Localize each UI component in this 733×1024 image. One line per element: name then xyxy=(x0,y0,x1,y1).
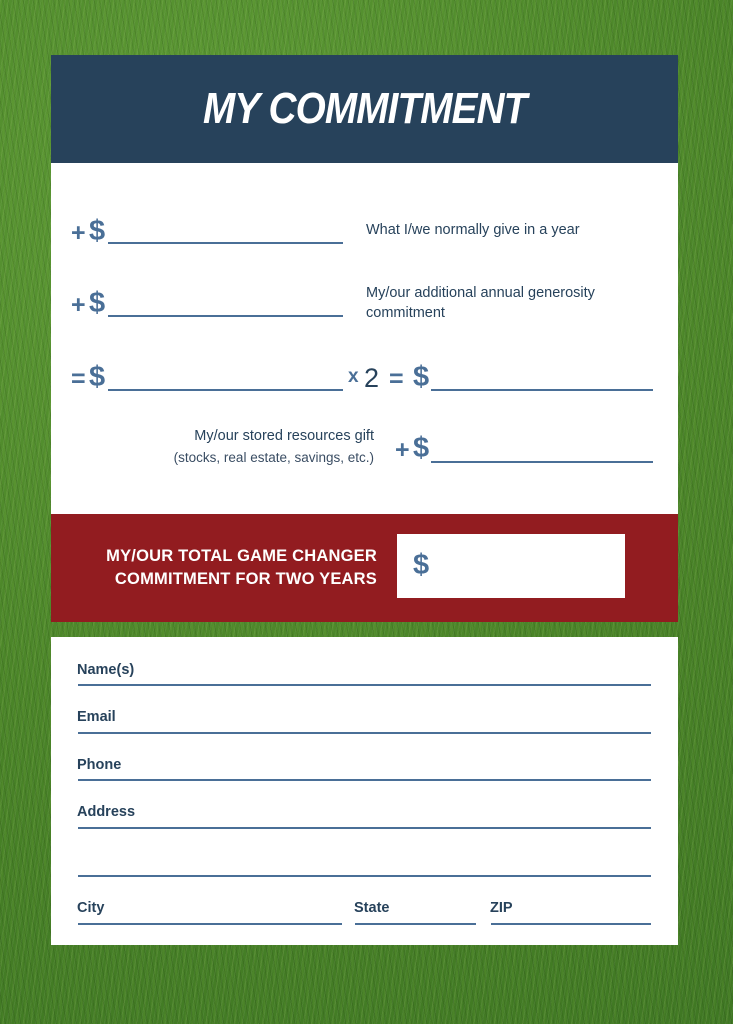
state-label: State xyxy=(354,900,390,916)
dollar-sign: $ xyxy=(413,432,430,464)
stored-gift-title: My/our stored resources gift xyxy=(194,428,374,444)
address-line2-field[interactable] xyxy=(78,875,651,877)
total-commitment-band xyxy=(51,514,678,622)
total-commitment-input[interactable] xyxy=(397,534,625,598)
stored-gift-label xyxy=(134,426,374,468)
zip-label: ZIP xyxy=(490,900,513,916)
dollar-sign: $ xyxy=(89,215,106,247)
plus-sign: + xyxy=(71,291,86,319)
dollar-sign: $ xyxy=(89,287,106,319)
stored-gift-input[interactable] xyxy=(431,461,653,463)
email-field[interactable] xyxy=(78,732,651,734)
multiplier-value: 2 xyxy=(364,363,380,393)
address-label: Address xyxy=(77,804,136,820)
total-label-line2: COMMITMENT FOR TWO YEARS xyxy=(114,570,377,588)
annual-giving-label: What I/we normally give in a year xyxy=(366,222,580,238)
additional-commitment-line1: My/our additional annual generosity xyxy=(366,285,595,301)
annual-total-input[interactable] xyxy=(108,389,343,391)
additional-commitment-label xyxy=(366,283,595,323)
plus-sign: + xyxy=(395,436,410,464)
total-commitment-label xyxy=(51,545,377,591)
phone-label: Phone xyxy=(77,757,122,773)
additional-commitment-line2: commitment xyxy=(366,305,445,321)
state-field[interactable] xyxy=(355,923,476,925)
commitment-card xyxy=(51,55,678,514)
zip-field[interactable] xyxy=(491,923,651,925)
phone-field[interactable] xyxy=(78,779,651,781)
plus-sign: + xyxy=(71,219,86,247)
dollar-sign: $ xyxy=(89,361,106,393)
additional-commitment-input[interactable] xyxy=(108,315,343,317)
equals-sign: = xyxy=(389,365,404,393)
city-label: City xyxy=(77,900,105,916)
stored-gift-examples: (stocks, real estate, savings, etc.) xyxy=(173,450,374,465)
name-field[interactable] xyxy=(78,684,651,686)
dollar-sign: $ xyxy=(413,361,430,393)
name-label: Name(s) xyxy=(77,662,135,678)
address-field[interactable] xyxy=(78,827,651,829)
city-field[interactable] xyxy=(78,923,342,925)
equals-sign: = xyxy=(71,365,86,393)
contact-card xyxy=(51,637,678,945)
email-label: Email xyxy=(77,709,116,725)
annual-giving-input[interactable] xyxy=(108,242,343,244)
page-title: MY COMMITMENT xyxy=(202,84,527,133)
two-year-total-input[interactable] xyxy=(431,389,653,391)
dollar-sign: $ xyxy=(413,549,430,581)
multiply-sign: x xyxy=(348,366,359,387)
header-banner xyxy=(51,55,678,163)
total-label-line1: MY/OUR TOTAL GAME CHANGER xyxy=(106,547,377,565)
